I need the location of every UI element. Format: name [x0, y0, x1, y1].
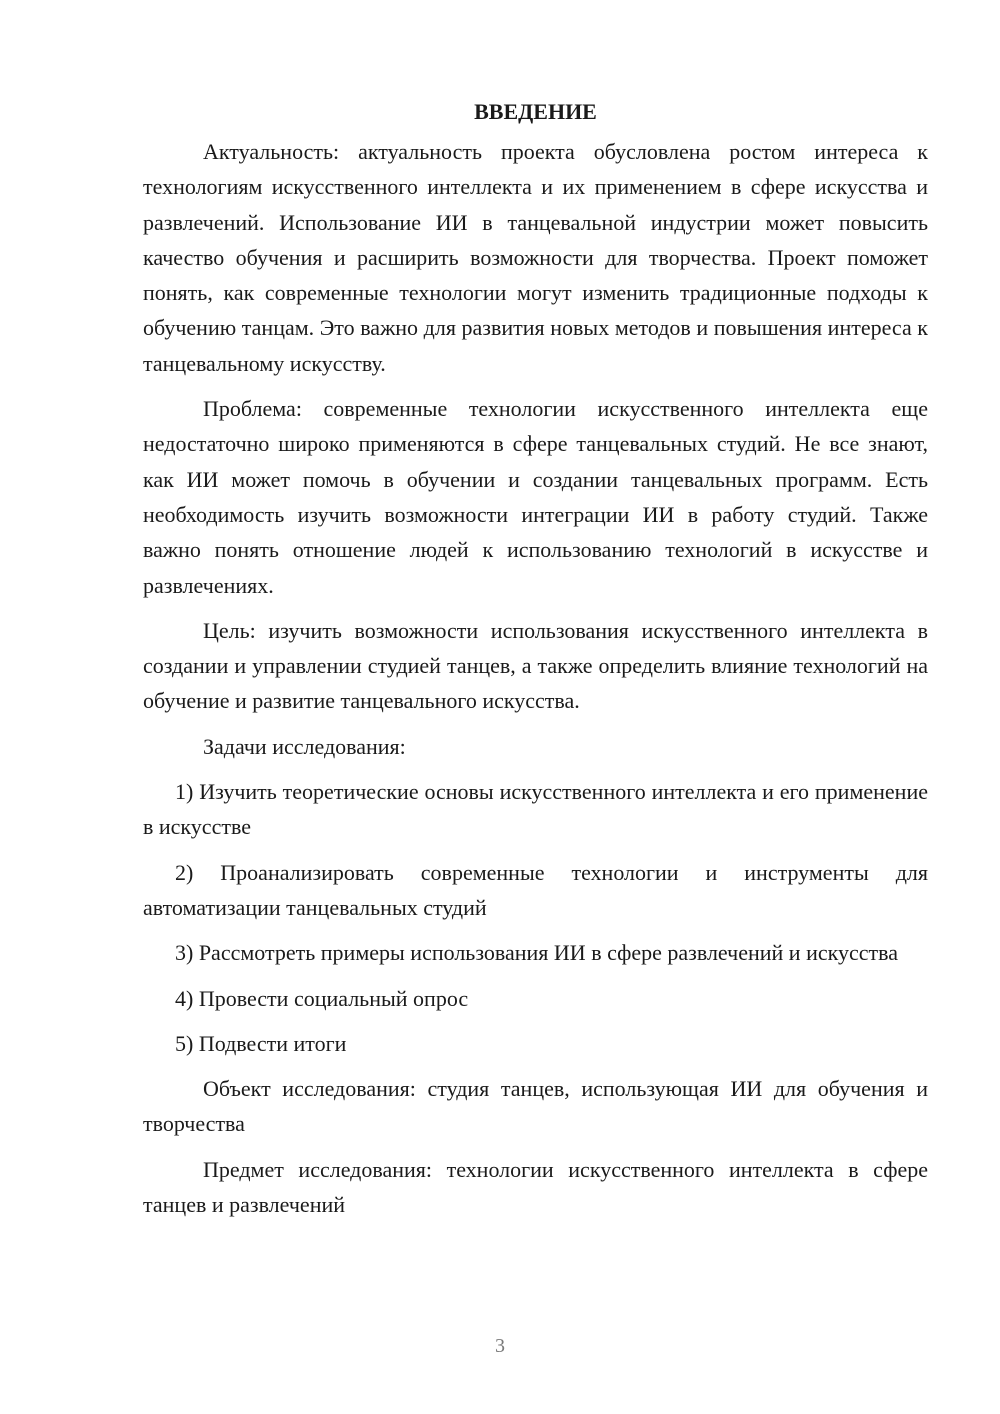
tasks-heading: Задачи исследования:	[203, 733, 406, 759]
task-item-5: 5) Подвести итоги	[175, 1030, 347, 1056]
document-page	[143, 94, 928, 1232]
task-item-2: 2) Проанализировать современные технологии и инструменты для автоматизации танцевальных студий	[143, 859, 928, 920]
task-item-1: 1) Изучить теоретические основы искусственного интеллекта и его применение в искусстве	[143, 779, 928, 840]
page-number: 3	[495, 1335, 505, 1357]
problem-paragraph: Проблема: современные технологии искусственного интеллекта еще недостаточно широко применяются в сфере танцевальных студий. Не все знают, как ИИ может помочь в обучении и создании танцевальных программ. Есть необходимость изучить возможности интеграции ИИ в работу студий. Также важно понять отношение людей к использованию технологий в искусстве и развлечениях.	[143, 396, 928, 598]
task-item-4: 4) Провести социальный опрос	[175, 985, 469, 1011]
goal-paragraph: Цель: изучить возможности использования искусственного интеллекта в создании и управлении студией танцев, а также определить влияние технологий на обучение и развитие танцевального искусства.	[143, 617, 928, 714]
relevance-paragraph: Актуальность: актуальность проекта обусловлена ростом интереса к технологиям искусственного интеллекта и их применением в сфере искусства и развлечений. Использование ИИ в танцевальной индустрии может повысить качество обучения и расширить возможности для творчества. Проект поможет понять, как современные технологии могут изменить традиционные подходы к обучению танцам. Это важно для развития новых методов и повышения интереса к танцевальному искусству.	[143, 139, 928, 376]
page-title: ВВЕДЕНИЕ	[474, 99, 597, 124]
research-object-paragraph: Объект исследования: студия танцев, использующая ИИ для обучения и творчества	[143, 1076, 928, 1137]
task-item-3: 3) Рассмотреть примеры использования ИИ в сфере развлечений и искусства	[175, 940, 898, 966]
research-subject-paragraph: Предмет исследования: технологии искусственного интеллекта в сфере танцев и развлечений	[143, 1156, 928, 1218]
